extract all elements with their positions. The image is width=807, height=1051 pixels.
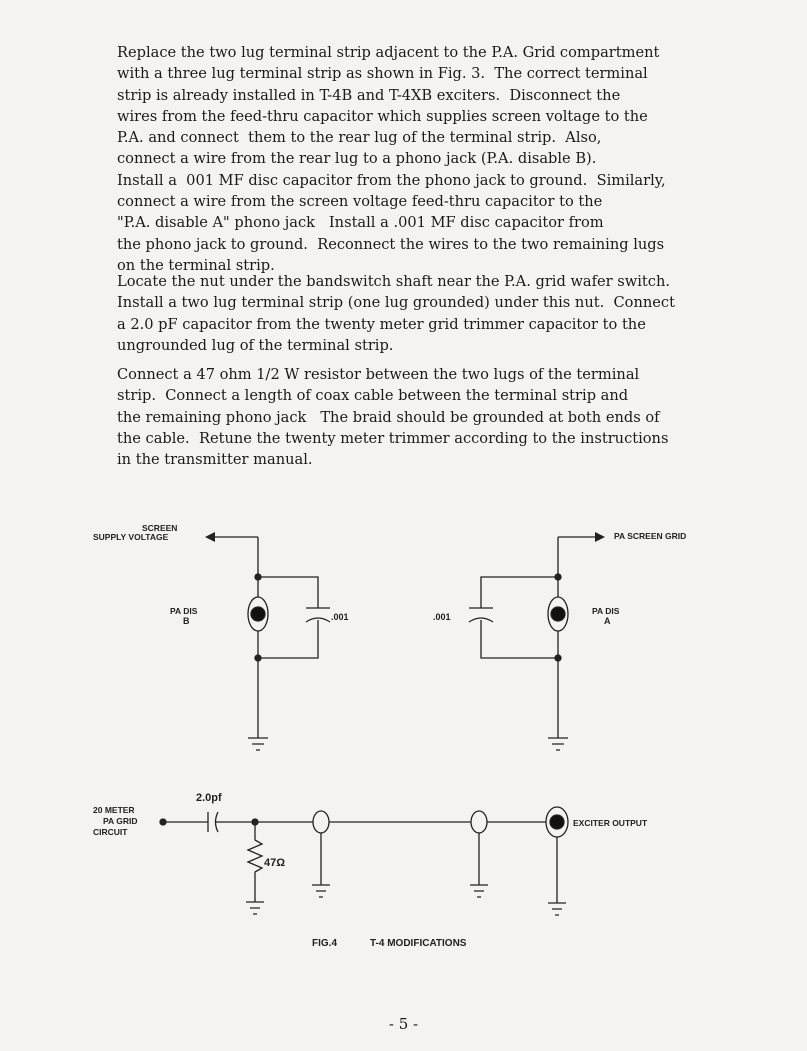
text-line: Replace the two lug terminal strip adjacent to the P.A. Grid compartment (117, 44, 660, 61)
arrow-right-icon (595, 532, 605, 542)
text-line: with a three lug terminal strip as shown in Fig. 3. The correct terminal (117, 65, 648, 83)
text-line: a 2.0 pF capacitor from the twenty meter grid trimmer capacitor to the (117, 315, 646, 333)
text-line: Install a two lug terminal strip (one lug grounded) under this nut. Connect (117, 294, 675, 312)
text-line: strip is already installed in T-4B and T-4XB exciters. Disconnect the (117, 86, 621, 104)
phono-jack-icon (251, 607, 265, 621)
svg-text:FIG.4: FIG.4 (312, 938, 338, 949)
svg-text:SCREEN: SCREEN (142, 523, 178, 533)
text-line: the phono jack to ground. Reconnect the wires to the two remaining lugs (117, 235, 665, 253)
svg-text:PA DIS: PA DIS (170, 606, 198, 616)
svg-text:A: A (604, 616, 611, 626)
ground-icon (548, 738, 568, 750)
phono-jack-icon (551, 607, 565, 621)
svg-text:PA GRID: PA GRID (103, 816, 138, 826)
svg-text:CIRCUIT: CIRCUIT (93, 827, 128, 837)
pa-disable-b-circuit (93, 523, 349, 750)
text-line: on the terminal strip. (117, 256, 275, 274)
text-line: Connect a 47 ohm 1/2 W resistor between the two lugs of the terminal (117, 366, 640, 383)
svg-text:20 METER: 20 METER (93, 805, 135, 815)
text-line: wires from the feed-thru capacitor which supplies screen voltage to the (117, 107, 648, 125)
text-line: "P.A. disable A" phono jack Install a .001 MF disc capacitor from (117, 214, 604, 232)
svg-text:T-4 MODIFICATIONS: T-4 MODIFICATIONS (370, 938, 467, 949)
text-line: connect a wire from the screen voltage feed-thru capacitor to the (117, 193, 603, 211)
pa-disable-a-circuit (433, 531, 686, 750)
text-line: ungrounded lug of the terminal strip. (117, 336, 394, 354)
ground-icon (248, 738, 268, 750)
text-line: connect a wire from the rear lug to a phono jack (P.A. disable B). (117, 150, 597, 168)
svg-text:PA SCREEN GRID: PA SCREEN GRID (614, 531, 687, 541)
svg-text:B: B (183, 616, 190, 626)
text-line: P.A. and connect them to the rear lug of the terminal strip. Also, (117, 129, 602, 147)
phono-jack-icon (550, 815, 564, 829)
svg-text:EXCITER OUTPUT: EXCITER OUTPUT (573, 818, 648, 828)
svg-text:.001: .001 (433, 612, 451, 622)
resistor-icon (248, 822, 262, 902)
text-line: the cable. Retune the twenty meter trimmer according to the instructions (117, 429, 669, 447)
svg-text:2.0pf: 2.0pf (196, 792, 222, 804)
page-number: - 5 - (388, 1015, 419, 1033)
svg-text:SUPPLY VOLTAGE: SUPPLY VOLTAGE (93, 532, 169, 542)
svg-text:47Ω: 47Ω (264, 857, 286, 869)
svg-text:.001: .001 (331, 612, 349, 622)
text-line: in the transmitter manual. (117, 451, 313, 469)
text-line: Locate the nut under the bandswitch shaft near the P.A. grid wafer switch. (117, 273, 671, 290)
svg-text:PA DIS: PA DIS (592, 606, 620, 616)
arrow-left-icon (205, 532, 215, 542)
text-line: strip. Connect a length of coax cable between the terminal strip and (117, 387, 629, 405)
grid-coupling-circuit (93, 792, 648, 949)
text-line: Install a 001 MF disc capacitor from the phono jack to ground. Similarly, (117, 171, 666, 189)
text-line: the remaining phono jack The braid should be grounded at both ends of (117, 408, 660, 426)
